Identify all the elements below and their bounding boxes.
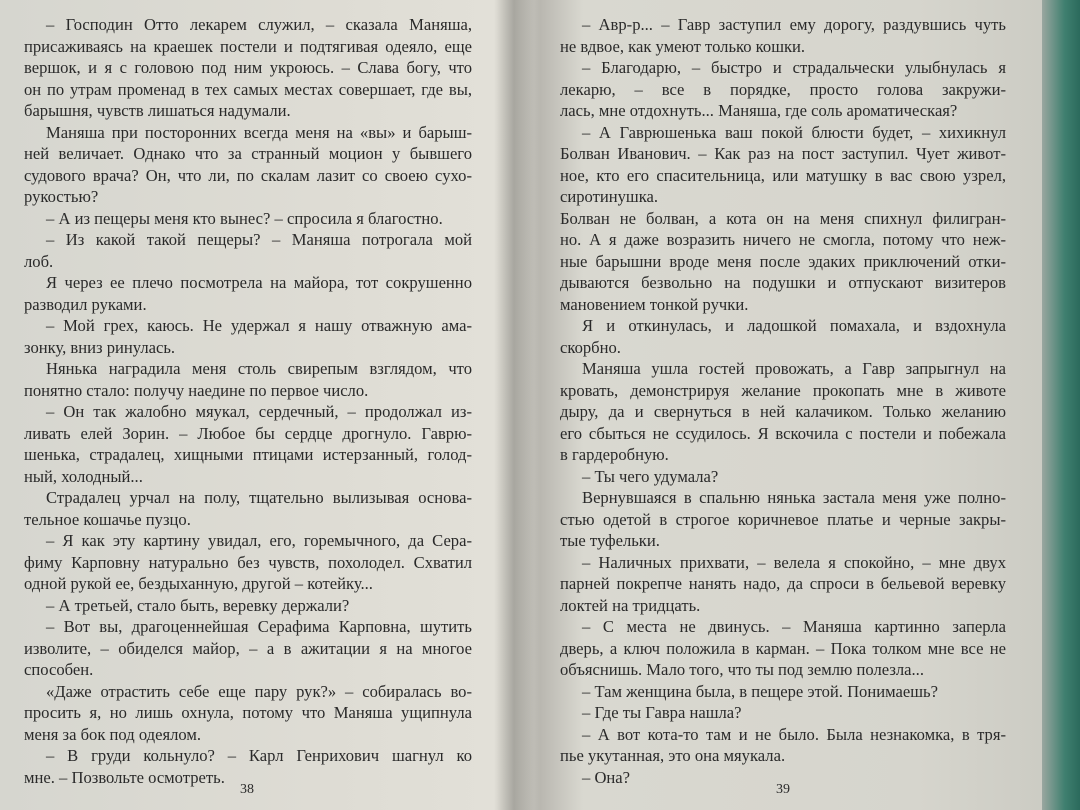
text-line: пье укутанная, это она мяукала.	[560, 746, 786, 765]
left-page-text	[24, 14, 472, 788]
text-line: скорбно.	[560, 337, 621, 357]
text-line: одной рукой ее, бездыханную, другой – котейку...	[24, 574, 373, 593]
text-line: ный, холодный...	[24, 466, 143, 486]
text-line: – Где ты Гавра нашла?	[582, 703, 742, 722]
text-line: сиротинушка.	[560, 187, 659, 206]
text-line: локтей на тридцать.	[560, 595, 701, 615]
text-line: – Вот вы, драгоценнейшая Серафима Карповна, шутить	[46, 617, 472, 636]
text-line: – Он так жалобно мяукал, сердечный, – продолжал из-	[46, 402, 472, 421]
page-number-right: 39	[776, 782, 790, 797]
text-line: ней величает. Однако что за странный моцион у бывшего	[24, 144, 472, 163]
right-page-text	[560, 14, 1006, 788]
text-line: вершок, и я с головою под ним укроюсь. – Слава богу, что	[24, 58, 472, 77]
page-number-left: 38	[240, 782, 254, 797]
text-line: – В груди кольнуло? – Карл Генрихович шагнул ко	[46, 746, 472, 765]
text-line: меня за бок под одеялом.	[24, 724, 202, 744]
text-line: понятно стало: получу наедине по первое число.	[24, 380, 369, 400]
book-cover-edge	[1042, 0, 1080, 810]
text-line: судового врача? Он, что ли, по скалам лазит со своею сухо-	[24, 165, 472, 185]
text-line: мановением тонкой ручки.	[560, 294, 749, 314]
text-line: парней покрепче нанять надо, да спроси в бельевой веревку	[560, 574, 1006, 593]
text-line: не вдвое, как умеют только кошки.	[560, 36, 806, 56]
text-line: в гардеробную.	[560, 445, 669, 464]
text-line: ные барышни вроде меня после эдаких приключений отки-	[560, 251, 1006, 271]
text-line: стью одетой в строгое коричневое платье и черные закры-	[560, 509, 1006, 529]
text-line: – Наличных прихвати, – велела я спокойно, – мне двух	[582, 552, 1006, 572]
text-line: но. А я даже возразить ничего не смогла, потому что неж-	[560, 230, 1006, 249]
text-line: «Даже отрастить себе еще пару рук?» – собиралась во-	[46, 681, 472, 701]
text-line: дыру, да и свернуться в ней калачиком. Только желанию	[560, 402, 1006, 421]
text-line: Вернувшаяся в спальню нянька застала меня уже полно-	[582, 488, 1006, 507]
text-line: Болван Иванович. – Как раз на пост заступил. Чует живот-	[560, 144, 1006, 163]
text-line: просить я, но лишь охнула, потому что Маняша ущипнула	[24, 703, 472, 722]
text-line: – Там женщина была, в пещере этой. Понимаешь?	[582, 681, 938, 701]
text-line: Маняша при посторонних всегда меня на «вы» и барыш-	[46, 122, 472, 142]
text-line: Нянька наградила меня столь свирепым взглядом, что	[46, 359, 472, 378]
text-line: зонку, вниз ринулась.	[24, 337, 176, 357]
text-line: – Ты чего удумала?	[582, 466, 719, 486]
text-line: Я и откинулась, и ладошкой помахала, и вздохнула	[582, 316, 1006, 335]
text-line: лоб.	[24, 251, 54, 271]
text-line: рукостью?	[24, 187, 99, 206]
text-line: Болван не болван, а кота он на меня спихнул филигран-	[560, 208, 1006, 228]
text-line: дываются безвольно на подушки и отпускают визитеров	[560, 273, 1006, 292]
text-line: – А из пещеры меня кто вынес? – спросила я благостно.	[46, 208, 443, 228]
text-line: – Благодарю, – быстро и страдальчески улыбнулась я	[582, 58, 1006, 77]
text-line: фиму Карповну натурально без чувств, похолодел. Схватил	[24, 552, 472, 572]
text-line: – А третьей, стало быть, веревку держали?	[46, 595, 350, 615]
text-line: Маняша ушла гостей провожать, а Гавр запрыгнул на	[582, 359, 1006, 378]
text-line: объяснишь. Мало того, что ты под землю полезла...	[560, 660, 924, 679]
text-line: – А вот кота-то там и не было. Была незнакомка, в тря-	[582, 724, 1006, 744]
text-line: присаживаясь на краешек постели и подтягивая одеяло, еще	[24, 36, 472, 56]
text-line: – Из какой такой пещеры? – Маняша потрогала мой	[46, 230, 472, 249]
text-line: Я через ее плечо посмотрела на майора, тот сокрушенно	[46, 273, 472, 292]
text-line: ливать елей Зорин. – Любое бы сердце дрогнуло. Гаврю-	[24, 423, 472, 443]
text-line: кровать, демонстрируя желание прокопать мне в животе	[560, 380, 1006, 400]
text-line: разводил руками.	[24, 294, 147, 314]
text-line: Страдалец урчал на полу, тщательно вылизывая основа-	[46, 488, 472, 507]
text-line: – Авр-р... – Гавр заступил ему дорогу, раздувшись чуть	[582, 15, 1006, 34]
text-line: – Мой грех, каюсь. Не удержал я нашу отважную ама-	[46, 316, 472, 335]
text-line: его сбыться не ссудилось. Я вскочила с постели и побежала	[560, 423, 1006, 443]
text-line: лекарю, – все в порядке, просто голова закружи-	[560, 79, 1006, 99]
text-line: изволите, – обиделся майор, – а в ажитации я на многое	[24, 638, 472, 658]
text-line: – Господин Отто лекарем служил, – сказала Маняша,	[46, 15, 472, 34]
text-line: лась, мне отдохнуть... Маняша, где соль ароматическая?	[560, 101, 958, 120]
text-line: тые туфельки.	[560, 531, 660, 550]
text-line: способен.	[24, 660, 94, 679]
text-line: он по утрам променад в тех самых местах совершает, где вы,	[24, 79, 472, 99]
text-line: – С места не двинусь. – Маняша картинно заперла	[582, 617, 1006, 636]
text-line: мне. – Позвольте осмотреть.	[24, 767, 225, 787]
book-gutter	[494, 0, 534, 810]
text-line: – А Гаврюшенька ваш покой блюсти будет, – хихикнул	[582, 122, 1006, 142]
text-line: дверь, а ключ положила в карман. – Пока толком мне все не	[560, 638, 1006, 658]
text-line: – Я как эту картину увидал, его, горемычного, да Сера-	[46, 531, 472, 550]
text-line: барышня, чувств лишаться надумали.	[24, 101, 291, 120]
text-line: тельное кошачье пузцо.	[24, 509, 191, 529]
text-line: ное, кто его спасительница, или матушку в вас свою узрел,	[560, 165, 1006, 185]
text-line: – Она?	[582, 767, 631, 787]
text-line: шенька, страдалец, хищными птицами истерзанный, голод-	[24, 445, 472, 464]
